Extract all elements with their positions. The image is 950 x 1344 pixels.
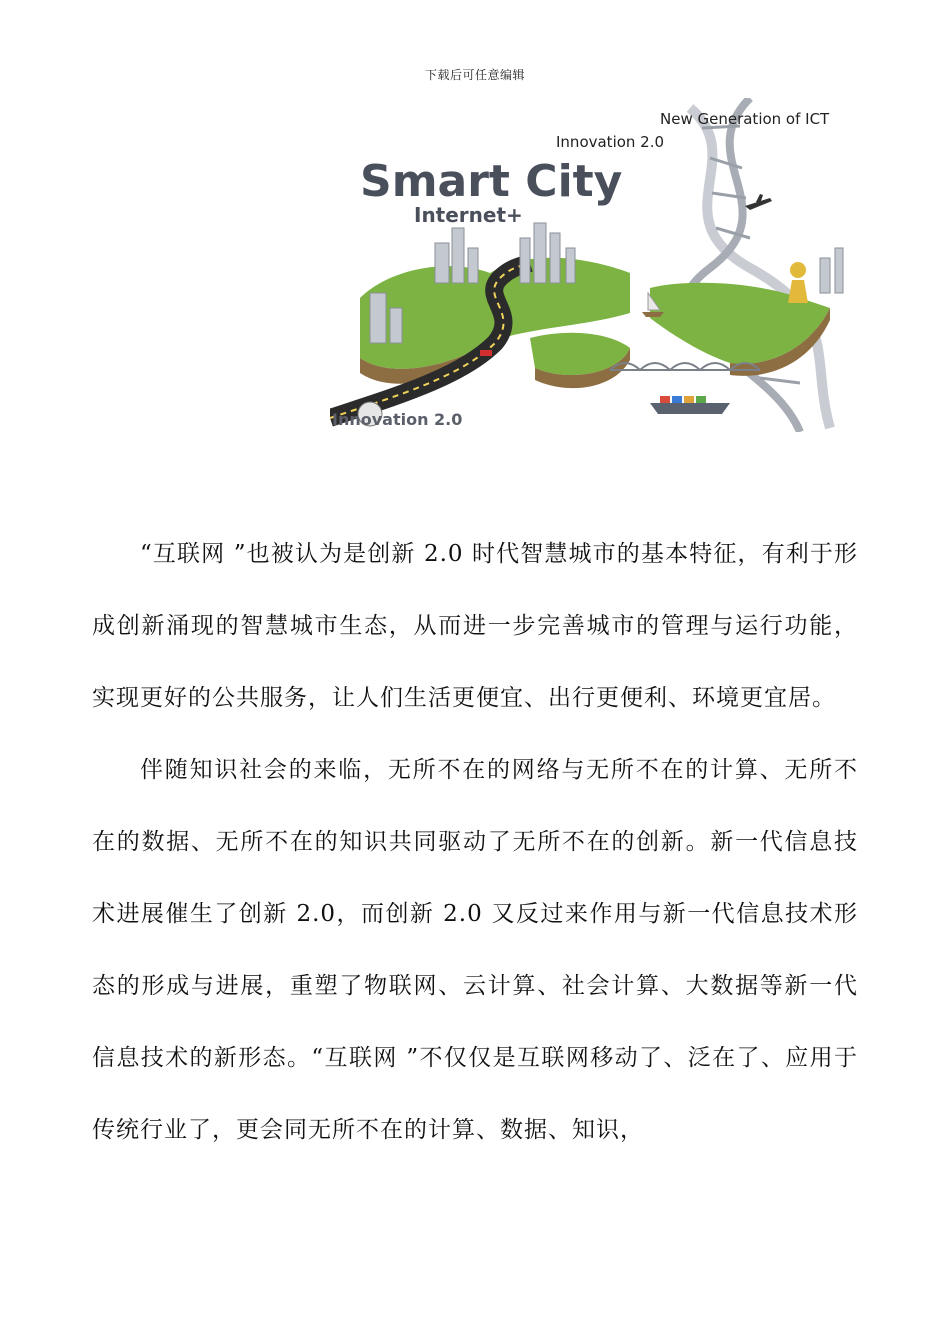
smart-city-illustration <box>330 98 867 432</box>
car-icon <box>480 350 492 356</box>
page-header: 下载后可任意编辑 <box>424 68 525 82</box>
tag-new-generation: New Generation of ICT <box>660 110 830 128</box>
paragraph-2: 伴随知识社会的来临，无所不在的网络与无所不在的计算、无所不在的数据、无所不在的知识共同驱动了无所不在的创新。新一代信息技术进展催生了创新 2.0，而创新 2.0 又反过来作用与新一代信息技术形态的形成与进展，重塑了物联网、云计算、社会计算、大数据等新一代信息技术的新形态。“互联网 ”不仅仅是互联网移动了、泛在了、应用于传统行业了，更会同无所不在的计算、数据、知识， <box>92 757 858 1143</box>
figure-title: Smart City <box>360 156 623 207</box>
paragraph-1: “互联网 ”也被认为是创新 2.0 时代智慧城市的基本特征，有利于形成创新涌现的智慧城市生态，从而进一步完善城市的管理与运行功能，实现更好的公共服务，让人们生活更便宜、出行更便利、环境更宜居。 <box>92 541 858 711</box>
smart-city-graphic <box>330 98 867 432</box>
tag-innovation: Innovation 2.0 <box>556 133 665 151</box>
logo-text: Innovation 2.0 <box>332 410 463 429</box>
figure-subtitle: Internet+ <box>414 203 523 227</box>
article-body <box>92 518 858 1166</box>
